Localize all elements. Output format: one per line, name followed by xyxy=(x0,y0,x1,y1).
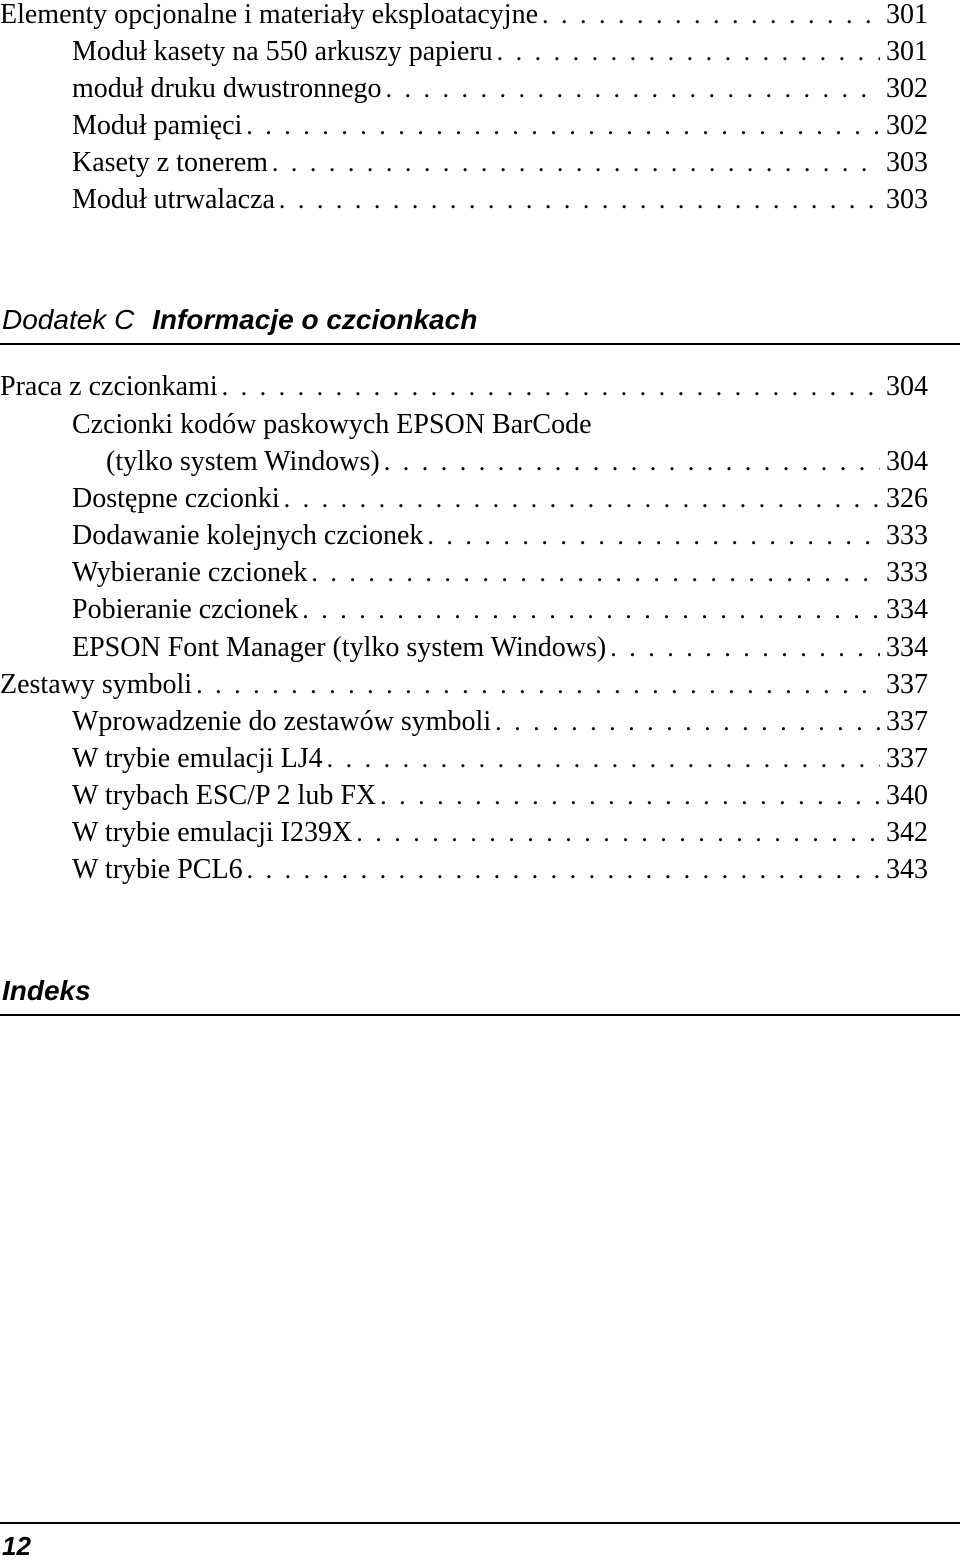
toc-entry-page: 304 xyxy=(886,371,928,402)
toc-entry[interactable] xyxy=(0,0,928,32)
toc-entry-page: 301 xyxy=(886,36,928,67)
toc-entry-label: W trybie PCL6 xyxy=(72,854,243,885)
dot-leader xyxy=(497,35,880,69)
toc-entry-label: Moduł utrwalacza xyxy=(72,184,275,215)
toc-entry-page: 337 xyxy=(886,669,928,700)
toc-entry[interactable] xyxy=(72,35,928,69)
toc-entry-label: Moduł pamięci xyxy=(72,110,243,141)
dot-leader xyxy=(302,593,880,627)
toc-entry[interactable] xyxy=(72,816,928,850)
dot-leader xyxy=(495,705,880,739)
toc-entry-label: (tylko system Windows) xyxy=(106,446,380,477)
toc-entry-label: Elementy opcjonalne i materiały eksploatacyjne xyxy=(0,0,539,30)
toc-entry[interactable] xyxy=(72,779,928,813)
toc-entry-page: 334 xyxy=(886,632,928,663)
dot-leader xyxy=(380,779,880,813)
toc-entry-page: 333 xyxy=(886,520,928,551)
dot-leader xyxy=(610,631,880,665)
toc-entry-label: W trybie emulacji LJ4 xyxy=(72,743,323,774)
toc-entry-page: 342 xyxy=(886,817,928,848)
toc-entry[interactable] xyxy=(72,183,928,217)
heading-rule xyxy=(0,343,960,345)
toc-entry-label: Kasety z tonerem xyxy=(72,147,268,178)
dot-leader xyxy=(386,72,880,106)
toc-entry[interactable] xyxy=(106,445,928,479)
dot-leader xyxy=(427,519,880,553)
dot-leader xyxy=(246,109,880,143)
toc-entry-label: W trybie emulacji I239X xyxy=(72,817,353,848)
toc-entry-page: 302 xyxy=(886,110,928,141)
index-heading[interactable] xyxy=(2,974,91,1008)
toc-entry[interactable] xyxy=(72,146,928,180)
dot-leader xyxy=(272,146,880,180)
index-title: Indeks xyxy=(2,975,91,1006)
toc-entry-page: 337 xyxy=(886,706,928,737)
footer-rule xyxy=(0,1522,960,1524)
toc-entry-label: Zestawy symboli xyxy=(0,669,193,700)
toc-entry-page: 301 xyxy=(886,0,928,30)
toc-entry-label: EPSON Font Manager (tylko system Windows) xyxy=(72,632,607,663)
dot-leader xyxy=(196,668,880,702)
toc-entry-page: 302 xyxy=(886,73,928,104)
toc-entry-label: Wybieranie czcionek xyxy=(72,557,308,588)
appendix-heading xyxy=(2,303,477,337)
dot-leader xyxy=(284,482,880,516)
toc-entry-page: 303 xyxy=(886,184,928,215)
toc-entry-label: Dodawanie kolejnych czcionek xyxy=(72,520,424,551)
toc-entry-label: Pobieranie czcionek xyxy=(72,594,299,625)
toc-entry-label[interactable]: Czcionki kodów paskowych EPSON BarCode xyxy=(72,409,592,440)
dot-leader xyxy=(327,742,880,776)
toc-entry-label: moduł druku dwustronnego xyxy=(72,73,382,104)
toc-entry-page: 303 xyxy=(886,147,928,178)
toc-entry[interactable] xyxy=(72,556,928,590)
toc-entry[interactable] xyxy=(72,482,928,516)
toc-entry-label: Dostępne czcionki xyxy=(72,483,280,514)
toc-entry[interactable] xyxy=(72,593,928,627)
appendix-prefix: Dodatek C xyxy=(2,304,135,335)
toc-entry-page: 326 xyxy=(886,483,928,514)
appendix-title: Informacje o czcionkach xyxy=(152,304,478,335)
dot-leader xyxy=(542,0,880,32)
toc-entry[interactable] xyxy=(0,668,928,702)
toc-entry-page: 333 xyxy=(886,557,928,588)
toc-entry-page: 340 xyxy=(886,780,928,811)
toc-entry[interactable] xyxy=(72,109,928,143)
dot-leader xyxy=(311,556,880,590)
toc-entry[interactable] xyxy=(72,705,928,739)
dot-leader xyxy=(356,816,880,850)
toc-entry[interactable] xyxy=(72,631,928,665)
page-number: 12 xyxy=(2,1531,31,1561)
dot-leader xyxy=(247,853,880,887)
toc-entry-page: 343 xyxy=(886,854,928,885)
toc-entry-label: Praca z czcionkami xyxy=(0,371,218,402)
dot-leader xyxy=(384,445,880,479)
toc-entry-page: 304 xyxy=(886,446,928,477)
toc-entry-page: 337 xyxy=(886,743,928,774)
toc-entry[interactable] xyxy=(0,370,928,404)
toc-entry-label: Moduł kasety na 550 arkuszy papieru xyxy=(72,36,493,67)
toc-entry-label: Wprowadzenie do zestawów symboli xyxy=(72,706,492,737)
toc-entry[interactable] xyxy=(72,519,928,553)
toc-entry-label: W trybach ESC/P 2 lub FX xyxy=(72,780,377,811)
toc-entry-page: 334 xyxy=(886,594,928,625)
toc-entry[interactable] xyxy=(72,72,928,106)
dot-leader xyxy=(222,370,880,404)
dot-leader xyxy=(279,183,880,217)
index-rule xyxy=(0,1014,960,1016)
toc-entry[interactable] xyxy=(72,742,928,776)
toc-entry[interactable] xyxy=(72,853,928,887)
